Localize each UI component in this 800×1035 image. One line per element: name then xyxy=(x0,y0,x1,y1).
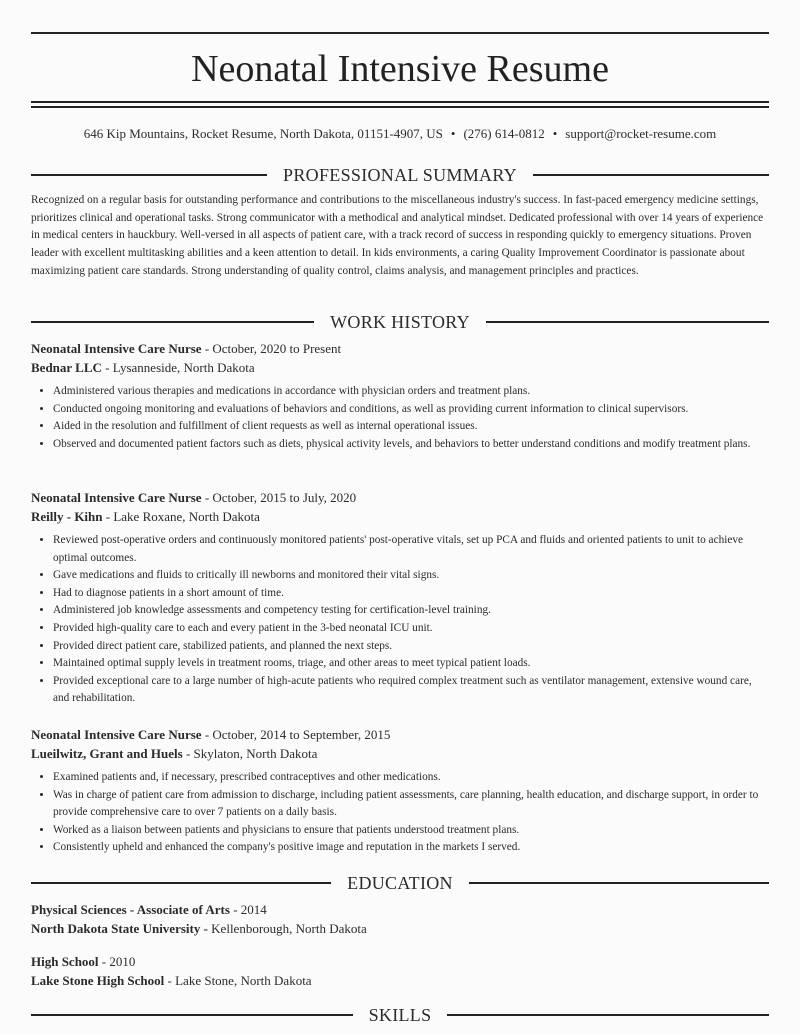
job-bullet: • Worked as a liaison between patients and physicians to ensure that patients understood treatment plans. xyxy=(53,822,769,840)
job-location: - Skylaton, North Dakota xyxy=(182,746,318,761)
education-degree: High School xyxy=(31,954,99,969)
education-location: - Lake Stone, North Dakota xyxy=(164,973,312,988)
education-school: Lake Stone High School xyxy=(31,973,165,988)
education-location: Kellenborough, North Dakota xyxy=(207,921,367,936)
header-rule-lower xyxy=(31,106,769,108)
job-bullet: • Administered job knowledge assessments and competency testing for certification-level training. xyxy=(53,602,769,620)
education-section-title: EDUCATION xyxy=(347,873,453,893)
job-bullet: • Maintained optimal supply levels in treatment rooms, triage, and other areas to meet typical patient loads. xyxy=(53,655,769,673)
section-rule xyxy=(486,321,769,323)
resume-title: Neonatal Intensive Resume xyxy=(191,48,609,90)
job-bullets xyxy=(31,532,769,708)
job-bullet: • Consistently upheld and enhanced the company's positive image and reputation in the markets I served. xyxy=(53,839,769,857)
section-rule xyxy=(31,1014,353,1016)
job-location: - Lysanneside, North Dakota xyxy=(101,360,255,375)
skills-section-header xyxy=(31,1003,769,1027)
job-bullet: • Aided in the resolution and fulfillment of client requests as well as internal operational issues. xyxy=(53,418,769,436)
summary-text: Recognized on a regular basis for outstanding performance and contributions to the miscellaneous industry's success. In fast-paced emergency medicine settings, prioritizes clinical and operational tasks. Strong communicator with a methodical and analytical mindset. Dedicated professional with over 14 years of experience in medical centers in hauckbury. Well-versed in all aspects of patient care, with a track record of success in responding quickly to emergency situations. Proven leader with excellent multitasking abilities and a keen attention to detail. In kids environments, a caring Quality Improvement Coordinator is passionate about maximizing patient care standards. Strong understanding of quality control, claims analysis, and management principles and practices. xyxy=(31,194,764,277)
job-title-line xyxy=(31,339,769,358)
job-entry-1 xyxy=(31,339,769,453)
summary-section-header xyxy=(31,163,769,187)
education-school-line xyxy=(31,919,769,938)
job-company-line xyxy=(31,358,769,377)
education-section-header xyxy=(31,871,769,895)
education-school: North Dakota State University - xyxy=(31,921,208,936)
job-company-line xyxy=(31,744,769,763)
section-rule xyxy=(447,1014,769,1016)
contact-separator: • xyxy=(552,126,558,141)
education-degree-line xyxy=(31,900,769,919)
section-rule xyxy=(533,174,769,176)
job-bullet: • Reviewed post-operative orders and continuously monitored patients' post-operative vitals, set up PCA and fluids and oriented patients to unit to achieve optimal outcomes. xyxy=(53,532,769,567)
job-bullet: • Administered various therapies and medications in accordance with physician orders and treatment plans. xyxy=(53,383,769,401)
work-section-header xyxy=(31,310,769,334)
top-rule xyxy=(31,32,769,34)
contact-separator: • xyxy=(450,126,456,141)
job-bullet: • Had to diagnose patients in a short amount of time. xyxy=(53,585,769,603)
job-dates: - October, 2015 to July, 2020 xyxy=(201,490,357,505)
job-entry-2 xyxy=(31,488,769,708)
job-bullet: • Observed and documented patient factors such as diets, physical activity levels, and behaviors to better understand conditions and modify treatment plans. xyxy=(53,436,769,454)
job-bullet: • Was in charge of patient care from admission to discharge, including patient assessments, care planning, health education, and discharge support, in order to provide comprehensive care to over 7 patients on a daily basis. xyxy=(53,787,769,822)
job-location: - Lake Roxane, North Dakota xyxy=(102,509,260,524)
contact-line xyxy=(31,125,769,143)
education-degree-line xyxy=(31,952,769,971)
job-entry-3 xyxy=(31,725,769,857)
job-bullets xyxy=(31,383,769,453)
job-dates: - October, 2020 to Present xyxy=(201,341,342,356)
job-bullet: • Gave medications and fluids to critically ill newborns and monitored their vital signs. xyxy=(53,567,769,585)
education-year: - 2014 xyxy=(229,902,267,917)
job-company: Reilly - Kihn xyxy=(31,509,103,524)
job-title: Neonatal Intensive Care Nurse xyxy=(31,490,202,505)
education-entry-1 xyxy=(31,900,769,938)
job-title: Neonatal Intensive Care Nurse xyxy=(31,727,202,742)
education-year: - 2010 xyxy=(98,954,136,969)
job-company: Lueilwitz, Grant and Huels xyxy=(31,746,183,761)
section-rule xyxy=(31,882,331,884)
job-bullet: • Provided exceptional care to a large number of high-acute patients who required complex treatment such as ventilator management, extensive wound care, and rehabilitation. xyxy=(53,673,769,708)
education-degree: Physical Sciences - Associate of Arts xyxy=(31,902,230,917)
work-section-title: WORK HISTORY xyxy=(330,312,470,332)
contact-phone: (276) 614-0812 xyxy=(463,126,545,141)
section-rule xyxy=(469,882,769,884)
section-rule xyxy=(31,321,314,323)
job-dates: - October, 2014 to September, 2015 xyxy=(201,727,391,742)
skills-section-title: SKILLS xyxy=(368,1005,432,1025)
job-bullet: • Provided direct patient care, stabilized patients, and planned the next steps. xyxy=(53,638,769,656)
section-rule xyxy=(31,174,267,176)
job-bullet: • Provided high-quality care to each and every patient in the 3-bed neonatal ICU unit. xyxy=(53,620,769,638)
contact-address: 646 Kip Mountains, Rocket Resume, North Dakota, 01151-4907, US xyxy=(83,126,443,141)
header-rule-upper xyxy=(31,101,769,103)
education-school-line xyxy=(31,971,769,990)
job-company-line xyxy=(31,507,769,526)
job-bullet: • Examined patients and, if necessary, prescribed contraceptives and other medications. xyxy=(53,769,769,787)
resume-page xyxy=(31,0,769,1035)
education-entry-2 xyxy=(31,952,769,990)
contact-email[interactable]: support@rocket-resume.com xyxy=(565,126,717,141)
summary-section-title: PROFESSIONAL SUMMARY xyxy=(283,165,517,185)
job-company: Bednar LLC xyxy=(31,360,102,375)
job-bullet: • Conducted ongoing monitoring and evaluations of behaviors and conditions, as well as providing current information to clinical supervisors. xyxy=(53,401,769,419)
job-title: Neonatal Intensive Care Nurse xyxy=(31,341,202,356)
job-bullets xyxy=(31,769,769,857)
job-title-line xyxy=(31,725,769,744)
job-title-line xyxy=(31,488,769,507)
